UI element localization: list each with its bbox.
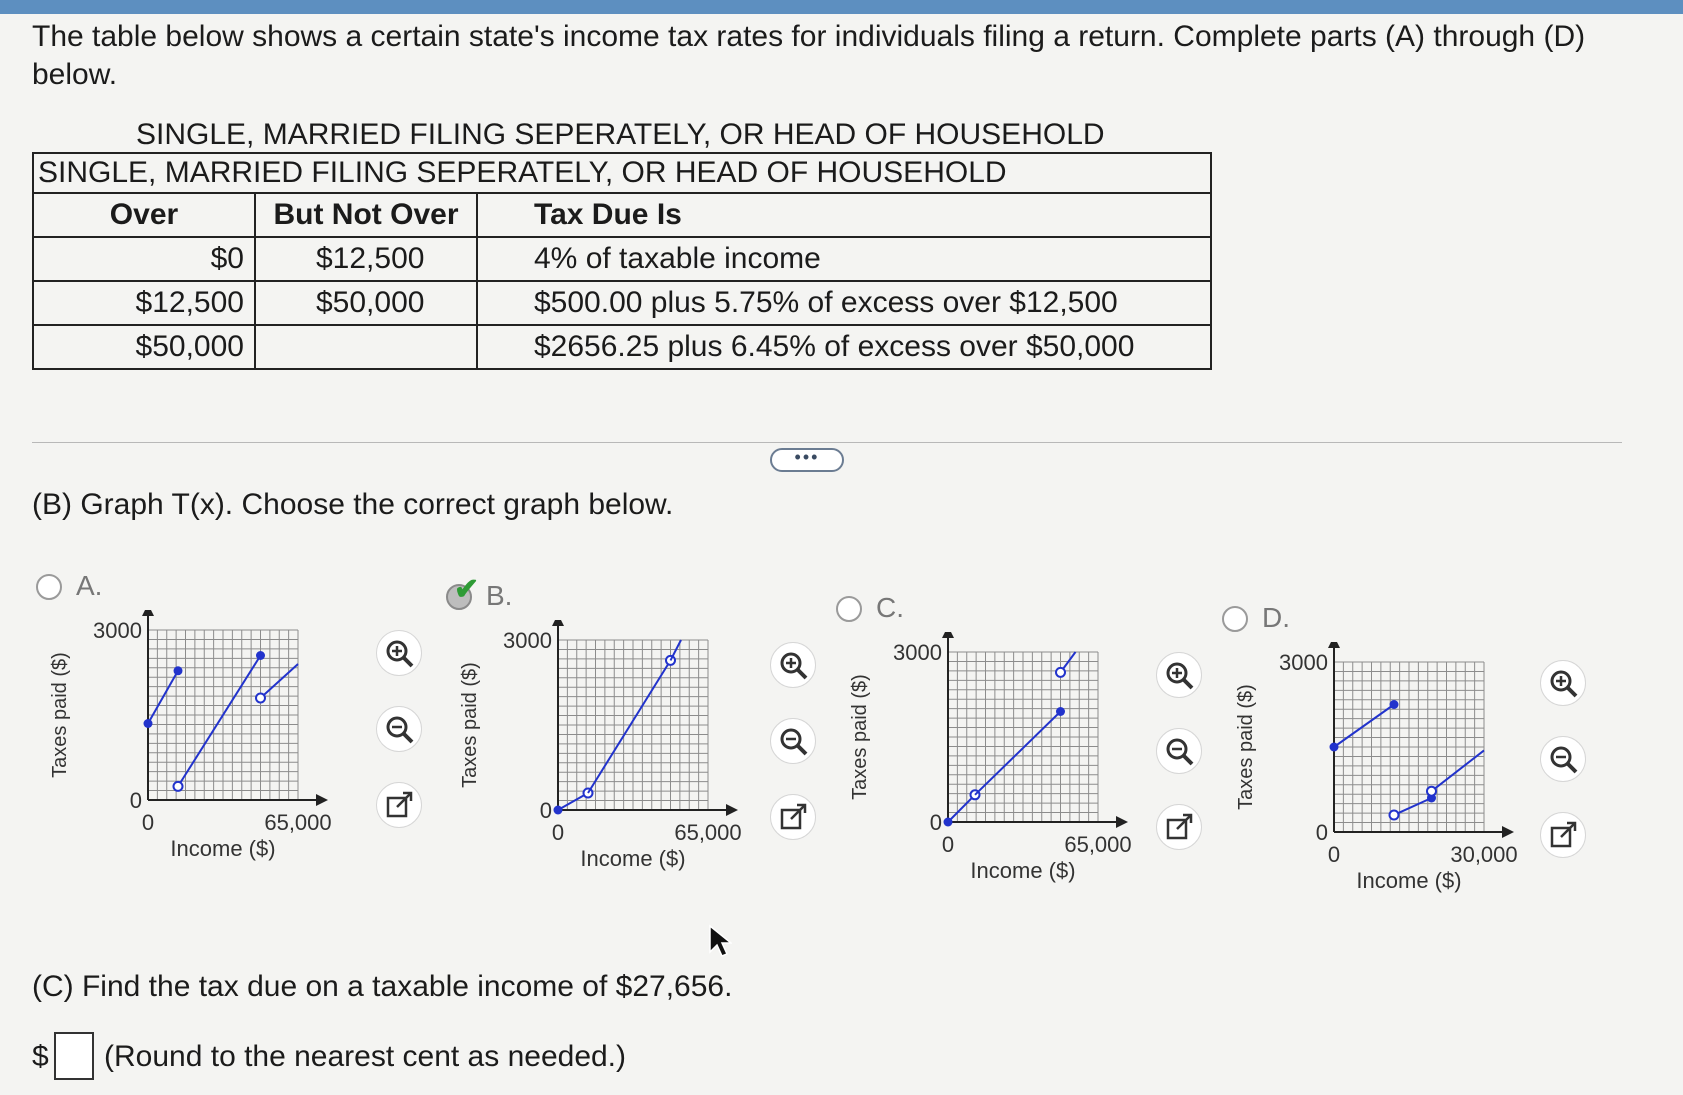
zoom-in-icon [779, 651, 809, 681]
x-axis-label: Income ($) [970, 858, 1076, 883]
y-axis-arrow [1328, 642, 1340, 648]
zoom-out-icon [1549, 745, 1579, 775]
tax-rate-table [32, 152, 1212, 370]
option-c-radio[interactable] [836, 596, 862, 622]
option-b-open-window-button[interactable] [770, 794, 816, 840]
y-zero-label: 0 [929, 810, 942, 835]
table-row [33, 237, 1211, 281]
closed-endpoint [1390, 700, 1399, 709]
cell-over: $50,000 [33, 325, 255, 369]
cell-tax-due: $2656.25 plus 6.45% of excess over $50,000 [477, 325, 1211, 369]
x-axis-label: Income ($) [580, 846, 686, 871]
graph-segment [948, 795, 975, 822]
y-axis-label: Taxes paid ($) [849, 674, 871, 800]
part-c-prompt: (C) Find the tax due on a taxable income of $27,656. [32, 970, 733, 1003]
x-axis-arrow [316, 794, 328, 806]
option-d-open-window-button[interactable] [1540, 812, 1586, 858]
y-axis-label: Taxes paid ($) [49, 652, 71, 778]
y-tick-label: 3000 [93, 618, 142, 643]
open-new-window-icon [1549, 821, 1579, 851]
open-new-window-icon [779, 803, 809, 833]
tax-due-input[interactable] [54, 1032, 94, 1080]
x-axis-label: Income ($) [170, 836, 276, 861]
table-row [33, 325, 1211, 369]
open-endpoint [1056, 668, 1065, 677]
option-b-graph [446, 620, 776, 920]
option-d-zoom-out-button[interactable] [1540, 736, 1586, 782]
y-axis-arrow [552, 620, 564, 626]
y-axis-arrow [142, 610, 154, 616]
closed-endpoint [1056, 707, 1065, 716]
option-a[interactable] [36, 570, 416, 974]
cell-but-not-over: $12,500 [255, 237, 477, 281]
closed-endpoint [174, 666, 183, 675]
rounding-hint: (Round to the nearest cent as needed.) [104, 1040, 627, 1073]
x-axis-arrow [726, 804, 738, 816]
table-row [33, 281, 1211, 325]
top-bar [0, 0, 1683, 14]
table-caption: SINGLE, MARRIED FILING SEPERATELY, OR HEAD OF HOUSEHOLD [136, 118, 1105, 151]
part-b-prompt: (B) Graph T(x). Choose the correct graph below. [32, 488, 674, 521]
x-zero-label: 0 [1327, 842, 1341, 867]
x-max-label: 30,000 [1450, 842, 1518, 867]
zoom-in-icon [1165, 661, 1195, 691]
option-a-graph [36, 610, 366, 910]
dollar-sign: $ [32, 1040, 49, 1073]
cell-over: $0 [33, 237, 255, 281]
cell-but-not-over: $50,000 [255, 281, 477, 325]
y-axis-label: Taxes paid ($) [459, 662, 481, 788]
option-a-zoom-in-button[interactable] [376, 630, 422, 676]
zoom-in-icon [1549, 669, 1579, 699]
option-b-zoom-out-button[interactable] [770, 718, 816, 764]
x-max-label: 65,000 [1064, 832, 1132, 857]
cell-over: $12,500 [33, 281, 255, 325]
x-axis-arrow [1502, 826, 1514, 838]
option-d-label: D. [1262, 602, 1290, 633]
header-over: Over [33, 193, 255, 237]
option-c[interactable] [836, 592, 1216, 996]
header-tax-due: Tax Due Is [477, 193, 1211, 237]
option-a-label: A. [76, 570, 103, 601]
zoom-out-icon [1165, 737, 1195, 767]
y-zero-label: 0 [129, 788, 142, 813]
option-c-zoom-in-button[interactable] [1156, 652, 1202, 698]
cell-but-not-over [255, 325, 477, 369]
open-new-window-icon [385, 791, 415, 821]
table-banner: SINGLE, MARRIED FILING SEPERATELY, OR HEAD OF HOUSEHOLD [33, 153, 1211, 193]
graph-segment [178, 656, 261, 787]
option-d[interactable] [1222, 602, 1602, 1006]
y-tick-label: 3000 [893, 640, 942, 665]
zoom-out-icon [385, 715, 415, 745]
open-endpoint [1427, 787, 1436, 796]
problem-intro: The table below shows a certain state's income tax rates for individuals filing a return. Complete parts (A) through (D) below. [32, 20, 1586, 91]
y-axis-label: Taxes paid ($) [1235, 684, 1257, 810]
option-c-label: C. [876, 592, 904, 623]
option-d-graph [1222, 642, 1552, 942]
y-axis-arrow [942, 632, 954, 638]
checkmark-icon: ✔ [454, 573, 480, 606]
x-max-label: 65,000 [674, 820, 742, 845]
open-endpoint [666, 656, 675, 665]
option-b-zoom-in-button[interactable] [770, 642, 816, 688]
closed-endpoint [944, 818, 953, 827]
closed-endpoint [144, 719, 153, 728]
expand-more-button[interactable]: ••• [770, 448, 844, 472]
closed-endpoint [1330, 743, 1339, 752]
zoom-in-icon [385, 639, 415, 669]
closed-endpoint [554, 806, 563, 815]
table-banner-row [33, 153, 1211, 193]
option-d-zoom-in-button[interactable] [1540, 660, 1586, 706]
x-zero-label: 0 [941, 832, 955, 857]
option-c-graph [836, 632, 1166, 932]
open-endpoint [1390, 811, 1399, 820]
y-tick-label: 3000 [1279, 650, 1328, 675]
y-tick-label: 3000 [503, 628, 552, 653]
x-axis-arrow [1116, 816, 1128, 828]
x-zero-label: 0 [141, 810, 155, 835]
x-zero-label: 0 [551, 820, 565, 845]
graph-segment [975, 712, 1061, 795]
cell-tax-due: $500.00 plus 5.75% of excess over $12,500 [477, 281, 1211, 325]
y-zero-label: 0 [539, 798, 552, 823]
table-header-row [33, 193, 1211, 237]
cell-tax-due: 4% of taxable income [477, 237, 1211, 281]
zoom-out-icon [779, 727, 809, 757]
graph-segment [148, 671, 178, 724]
option-c-open-window-button[interactable] [1156, 804, 1202, 850]
x-max-label: 65,000 [264, 810, 332, 835]
option-b-label: B. [486, 580, 513, 611]
option-a-zoom-out-button[interactable] [376, 706, 422, 752]
option-b[interactable] [446, 573, 826, 984]
option-a-open-window-button[interactable] [376, 782, 422, 828]
graph-segment [588, 660, 671, 793]
header-but-not-over: But Not Over [255, 193, 477, 237]
open-endpoint [174, 782, 183, 791]
open-new-window-icon [1165, 813, 1195, 843]
section-divider [32, 442, 1622, 443]
option-c-zoom-out-button[interactable] [1156, 728, 1202, 774]
closed-endpoint [256, 651, 265, 660]
option-d-radio[interactable] [1222, 606, 1248, 632]
option-a-radio[interactable] [36, 574, 62, 600]
x-axis-label: Income ($) [1356, 868, 1462, 893]
open-endpoint [256, 694, 265, 703]
mouse-pointer-icon [708, 924, 732, 958]
y-zero-label: 0 [1315, 820, 1328, 845]
